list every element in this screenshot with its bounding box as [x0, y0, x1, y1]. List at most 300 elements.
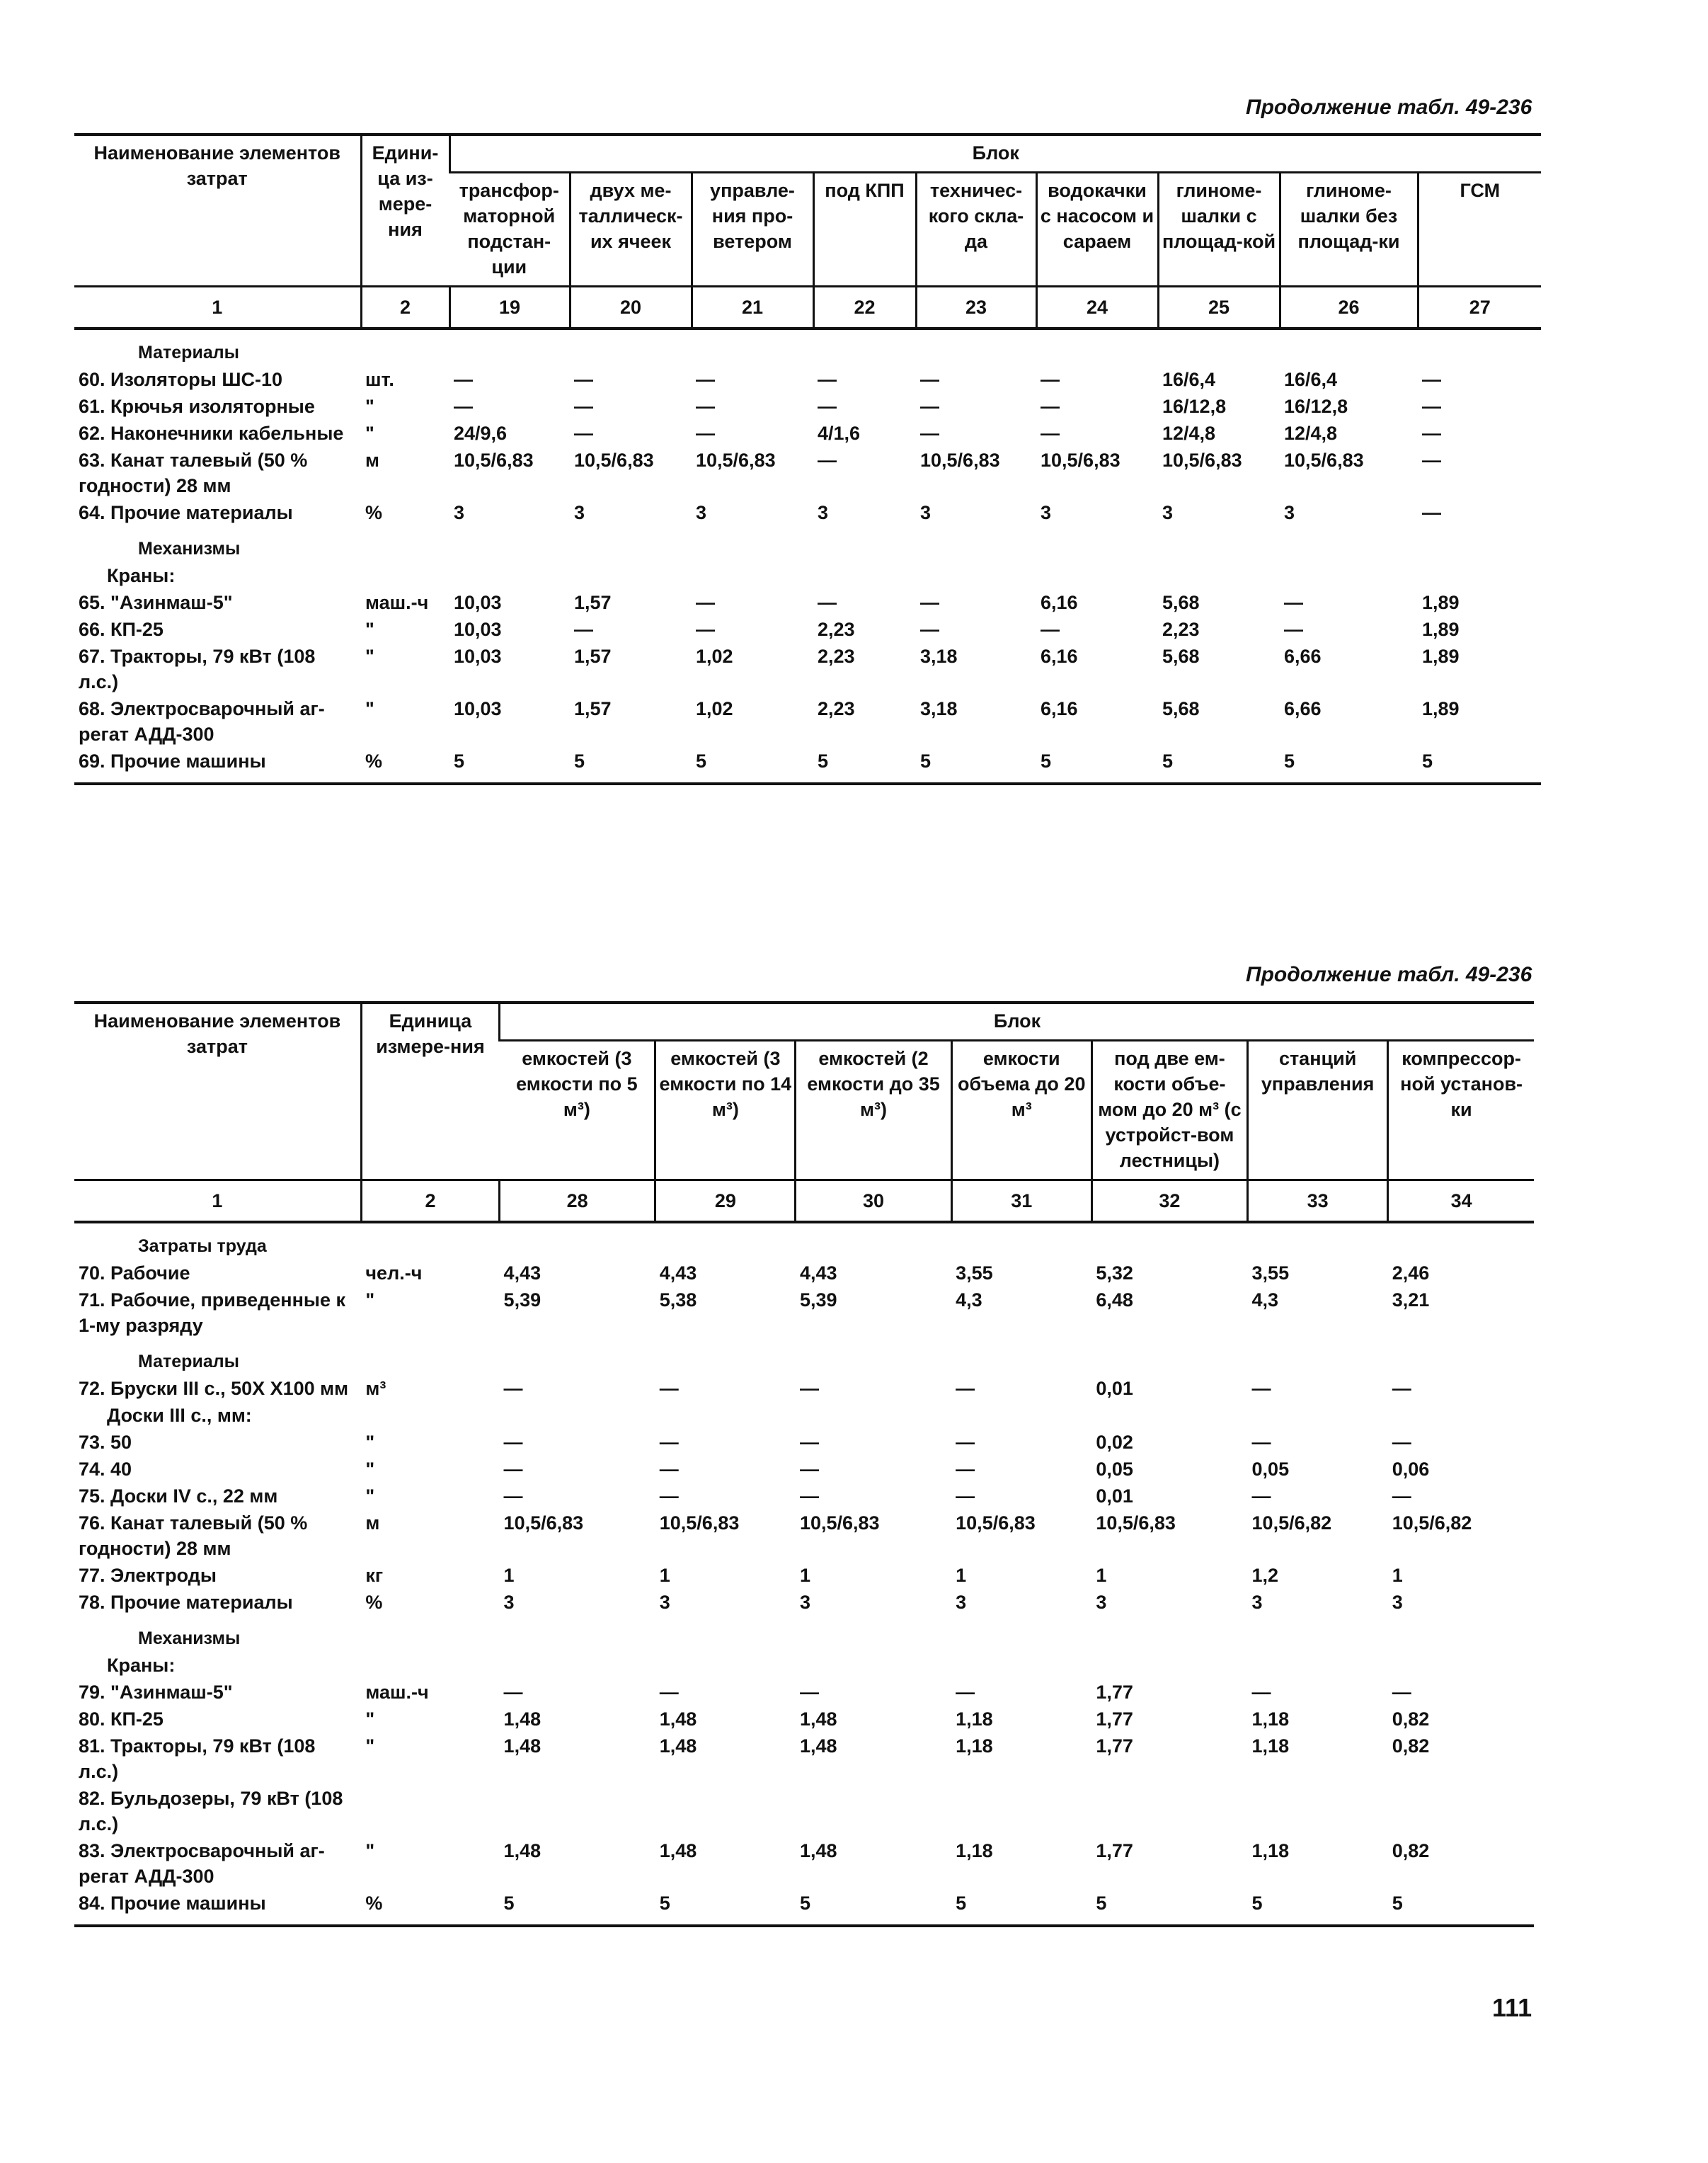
- item-value: 10,5/6,83: [574, 450, 654, 471]
- table-row: [74, 1616, 1534, 1652]
- item-unit: ": [365, 423, 374, 444]
- column-number: 25: [1158, 287, 1280, 329]
- section-heading: Затраты труда: [138, 1236, 267, 1256]
- item-value: [1388, 1785, 1534, 1837]
- item-value: 3: [696, 502, 707, 523]
- column-number: 32: [1091, 1180, 1247, 1223]
- item-value: 3: [503, 1592, 515, 1613]
- header-column: емкостей (2 емкости до 35 м³): [796, 1041, 951, 1180]
- item-value: 16/12,8: [1162, 396, 1227, 417]
- item-value: 0,82: [1392, 1840, 1430, 1861]
- table-row: [74, 1733, 1534, 1785]
- item-value: 1: [799, 1565, 810, 1586]
- item-value: [500, 1785, 655, 1837]
- item-value: 5: [1388, 1890, 1534, 1926]
- item-value: 1,89: [1422, 646, 1460, 667]
- item-value: —: [503, 1459, 523, 1480]
- item-value: 3: [818, 502, 829, 523]
- item-value: [655, 1785, 796, 1837]
- header-column: глиноме-шалки без площад-ки: [1280, 173, 1418, 287]
- item-name: 62. Наконечники кабельные: [79, 423, 344, 444]
- table1-caption: Продолжение табл. 49-236: [1246, 96, 1532, 119]
- item-value: —: [1284, 619, 1303, 640]
- item-value: 3: [1096, 1592, 1107, 1613]
- item-name: 65. "Азинмаш-5": [79, 592, 233, 613]
- table-row: [74, 1375, 1534, 1402]
- item-unit: ": [365, 1432, 375, 1453]
- item-unit: ": [365, 1289, 375, 1311]
- item-name: 63. Канат талевый (50 % годности) 28 мм: [79, 450, 308, 496]
- item-name: 69. Прочие машины: [74, 748, 361, 784]
- header-name: Наименование элементов затрат: [74, 1003, 361, 1180]
- item-value: 10,5/6,82: [1392, 1512, 1472, 1534]
- item-value: 10,03: [454, 646, 502, 667]
- header-column: двух ме-таллическ-их ячеек: [570, 173, 692, 287]
- item-value: 3: [1392, 1592, 1403, 1613]
- table-row: [74, 589, 1541, 616]
- item-value: —: [1041, 619, 1060, 640]
- item-value: 10,5/6,83: [1162, 450, 1242, 471]
- column-number: 19: [449, 287, 570, 329]
- item-value: 5,68: [1162, 698, 1200, 719]
- table-row: [74, 526, 1541, 562]
- item-unit: ": [365, 1708, 375, 1730]
- item-value: 5: [655, 1890, 796, 1926]
- item-name: 83. Электросварочный аг-регат АДД-300: [79, 1840, 325, 1887]
- item-value: —: [659, 1485, 679, 1507]
- item-value: —: [1422, 396, 1441, 417]
- table-row: [74, 499, 1541, 526]
- item-value: 3: [799, 1592, 810, 1613]
- item-unit: ": [365, 698, 374, 719]
- item-name: 70. Рабочие: [79, 1262, 190, 1284]
- item-unit: м: [365, 1512, 380, 1534]
- item-name: 82. Бульдозеры, 79 кВт (108 л.с.): [79, 1788, 343, 1834]
- header-column: трансфор-маторной подстан-ции: [459, 180, 559, 278]
- item-value: —: [799, 1378, 819, 1399]
- item-value: —: [1251, 1682, 1271, 1703]
- header-column: емкости объема до 20 м³: [951, 1041, 1091, 1180]
- table-row: [74, 1562, 1534, 1589]
- item-value: —: [503, 1485, 523, 1507]
- item-value: 12/4,8: [1162, 423, 1216, 444]
- page-number: 111: [1492, 1993, 1532, 2022]
- item-value: —: [1422, 502, 1441, 523]
- item-value: 10,5/6,83: [1284, 450, 1364, 471]
- item-value: 1,57: [574, 592, 612, 613]
- item-value: 10,5/6,83: [799, 1512, 880, 1534]
- item-value: —: [1392, 1682, 1411, 1703]
- header-column: глиноме-шалки с площад-кой: [1158, 173, 1280, 287]
- item-value: 5: [1036, 748, 1158, 784]
- column-number: 26: [1280, 287, 1418, 329]
- header-unit: Единица измере-ния: [361, 1003, 499, 1180]
- item-value: 6,66: [1284, 646, 1322, 667]
- header-column: под КПП: [813, 173, 916, 287]
- item-value: —: [1041, 369, 1060, 390]
- item-value: 1,48: [503, 1708, 541, 1730]
- cost-table-2: [74, 1001, 1534, 1927]
- item-value: —: [1422, 369, 1441, 390]
- table-row: [74, 1260, 1534, 1286]
- item-value: —: [799, 1485, 819, 1507]
- item-value: 1,18: [956, 1735, 993, 1757]
- table-row: [74, 616, 1541, 643]
- header-column: под две ем-кости объе-мом до 20 м³ (с устройст-вом лестницы): [1091, 1041, 1247, 1180]
- item-value: 1,18: [1251, 1840, 1290, 1861]
- item-value: 6,16: [1041, 592, 1078, 613]
- table-row: [74, 1679, 1534, 1706]
- item-unit: ": [365, 1840, 375, 1861]
- item-name: 77. Электроды: [79, 1565, 217, 1586]
- item-value: 3: [1284, 502, 1295, 523]
- item-value: 10,03: [454, 698, 502, 719]
- table-row: [74, 420, 1541, 447]
- item-value: —: [920, 592, 939, 613]
- item-unit: ": [365, 1485, 375, 1507]
- item-value: —: [920, 423, 939, 444]
- header-unit: Едини-ца из-мере-ния: [361, 135, 449, 287]
- item-value: 0,05: [1251, 1459, 1290, 1480]
- item-value: 5: [570, 748, 692, 784]
- item-value: —: [920, 396, 939, 417]
- table-row: [74, 1589, 1534, 1616]
- item-value: [1248, 1785, 1388, 1837]
- item-value: 3: [574, 502, 585, 523]
- item-value: —: [454, 396, 473, 417]
- item-value: 1,57: [574, 698, 612, 719]
- table-row: [74, 1339, 1534, 1375]
- table-row: [74, 562, 1541, 589]
- column-number: 1: [74, 287, 361, 329]
- column-number: 23: [916, 287, 1036, 329]
- item-value: —: [1041, 396, 1060, 417]
- item-value: 1,48: [659, 1735, 697, 1757]
- item-value: 5: [1091, 1890, 1247, 1926]
- item-value: 6,48: [1096, 1289, 1133, 1311]
- item-unit: %: [361, 748, 449, 784]
- item-value: 5: [449, 748, 570, 784]
- item-value: 16/12,8: [1284, 396, 1348, 417]
- header-column: компрессор-ной установ-ки: [1388, 1041, 1534, 1180]
- item-value: 5,39: [799, 1289, 837, 1311]
- item-unit: ": [365, 619, 374, 640]
- item-value: 1: [1392, 1565, 1403, 1586]
- item-value: 10,03: [454, 619, 502, 640]
- item-value: 4,3: [956, 1289, 982, 1311]
- column-number: 27: [1418, 287, 1541, 329]
- item-value: —: [659, 1378, 679, 1399]
- item-value: 1,48: [503, 1735, 541, 1757]
- item-value: 0,01: [1096, 1485, 1133, 1507]
- item-value: 10,5/6,83: [920, 450, 1000, 471]
- item-unit: кг: [365, 1565, 384, 1586]
- item-name: 75. Доски IV с., 22 мм: [79, 1485, 278, 1507]
- column-number: 2: [361, 287, 449, 329]
- item-value: 3,55: [956, 1262, 993, 1284]
- item-value: 2,46: [1392, 1262, 1430, 1284]
- item-value: 3,21: [1392, 1289, 1430, 1311]
- column-number: 21: [692, 287, 813, 329]
- table-row: [74, 748, 1541, 784]
- item-value: 0,82: [1392, 1735, 1430, 1757]
- item-value: 3: [1041, 502, 1052, 523]
- item-value: —: [659, 1682, 679, 1703]
- header-block: Блок: [500, 1003, 1534, 1041]
- item-value: 4,43: [799, 1262, 837, 1284]
- table-row: [74, 447, 1541, 499]
- item-value: 0,05: [1096, 1459, 1133, 1480]
- section-heading: Материалы: [138, 343, 239, 363]
- item-name: 64. Прочие материалы: [79, 502, 293, 523]
- item-unit: маш.-ч: [365, 1682, 429, 1703]
- item-name: 84. Прочие машины: [74, 1890, 361, 1926]
- item-value: —: [659, 1459, 679, 1480]
- item-value: 10,5/6,83: [956, 1512, 1036, 1534]
- item-value: 3,55: [1251, 1262, 1290, 1284]
- item-value: 3: [659, 1592, 670, 1613]
- group-label: Доски III с., мм:: [107, 1405, 252, 1426]
- item-value: 5: [500, 1890, 655, 1926]
- item-value: 0,01: [1096, 1378, 1133, 1399]
- header-column: водокачки с насосом и сараем: [1036, 173, 1158, 287]
- item-unit: %: [365, 502, 383, 523]
- item-value: 1,57: [574, 646, 612, 667]
- table-row: [74, 1837, 1534, 1890]
- item-value: 1,89: [1422, 619, 1460, 640]
- item-value: [1091, 1785, 1247, 1837]
- item-value: 3,18: [920, 698, 958, 719]
- item-value: 1,18: [1251, 1735, 1290, 1757]
- item-value: —: [799, 1432, 819, 1453]
- item-value: 5: [1248, 1890, 1388, 1926]
- item-value: —: [503, 1682, 523, 1703]
- item-value: —: [818, 369, 837, 390]
- item-value: 5: [1280, 748, 1418, 784]
- item-value: —: [696, 396, 715, 417]
- item-value: 5: [1418, 748, 1541, 784]
- item-value: 1,2: [1251, 1565, 1279, 1586]
- item-value: 1,77: [1096, 1708, 1133, 1730]
- item-value: 4,3: [1251, 1289, 1279, 1311]
- item-value: 6,66: [1284, 698, 1322, 719]
- table-row: [74, 1509, 1534, 1562]
- header-column: станций управления: [1248, 1041, 1388, 1180]
- item-value: —: [574, 423, 593, 444]
- item-value: —: [696, 619, 715, 640]
- item-unit: м³: [365, 1378, 386, 1399]
- item-name: 60. Изоляторы ШС-10: [79, 369, 282, 390]
- item-unit: %: [365, 1592, 383, 1613]
- column-number: 31: [951, 1180, 1091, 1223]
- item-name: 68. Электросварочный аг-регат АДД-300: [79, 698, 325, 745]
- item-value: 2,23: [818, 698, 855, 719]
- item-value: —: [1251, 1378, 1271, 1399]
- item-value: —: [920, 369, 939, 390]
- item-value: 4,43: [659, 1262, 697, 1284]
- item-value: 3: [956, 1592, 967, 1613]
- item-name: 74. 40: [79, 1459, 132, 1480]
- item-value: 6,16: [1041, 698, 1078, 719]
- item-value: —: [574, 619, 593, 640]
- item-value: 1,48: [659, 1840, 697, 1861]
- item-value: 10,03: [454, 592, 502, 613]
- item-value: 1,18: [1251, 1708, 1290, 1730]
- item-value: 1,02: [696, 646, 733, 667]
- item-value: 3: [454, 502, 465, 523]
- item-value: 1,89: [1422, 592, 1460, 613]
- header-column: емкостей (3 емкости по 14 м³): [655, 1041, 796, 1180]
- item-value: 1,48: [799, 1708, 837, 1730]
- table-row: [74, 1652, 1534, 1679]
- item-value: 0,02: [1096, 1432, 1133, 1453]
- item-value: —: [1422, 450, 1441, 471]
- item-value: 3: [1162, 502, 1174, 523]
- item-value: —: [503, 1378, 523, 1399]
- column-number: 33: [1248, 1180, 1388, 1223]
- item-value: —: [799, 1459, 819, 1480]
- table-row: [74, 1785, 1534, 1837]
- item-value: —: [956, 1682, 975, 1703]
- item-value: 3,18: [920, 646, 958, 667]
- table-row: [74, 329, 1541, 366]
- item-value: 10,5/6,82: [1251, 1512, 1332, 1534]
- item-value: —: [1422, 423, 1441, 444]
- column-number: 1: [74, 1180, 361, 1223]
- item-value: 12/4,8: [1284, 423, 1338, 444]
- item-value: —: [696, 423, 715, 444]
- item-unit: ": [365, 1735, 375, 1757]
- table-row: [74, 1890, 1534, 1926]
- item-value: —: [1392, 1432, 1411, 1453]
- item-name: 76. Канат талевый (50 % годности) 28 мм: [79, 1512, 308, 1559]
- table-row: [74, 695, 1541, 748]
- item-value: 5: [813, 748, 916, 784]
- item-value: 0,06: [1392, 1459, 1430, 1480]
- item-unit: ": [365, 1459, 375, 1480]
- item-value: —: [818, 450, 837, 471]
- table-row: [74, 1402, 1534, 1429]
- item-value: —: [1284, 592, 1303, 613]
- table-row: [74, 1222, 1534, 1260]
- item-value: 10,5/6,83: [503, 1512, 584, 1534]
- section-heading: Механизмы: [138, 1628, 241, 1648]
- item-value: 1,77: [1096, 1840, 1133, 1861]
- item-unit: ": [365, 396, 374, 417]
- item-value: 1: [659, 1565, 670, 1586]
- item-value: —: [818, 396, 837, 417]
- table2-caption: Продолжение табл. 49-236: [1246, 963, 1532, 986]
- column-number: 24: [1036, 287, 1158, 329]
- column-number: 2: [361, 1180, 499, 1223]
- item-value: 1: [1096, 1565, 1107, 1586]
- item-value: —: [956, 1485, 975, 1507]
- item-value: 1,48: [659, 1708, 697, 1730]
- item-value: 5: [951, 1890, 1091, 1926]
- item-value: [951, 1785, 1091, 1837]
- item-value: —: [696, 369, 715, 390]
- table-row: [74, 1483, 1534, 1509]
- item-value: 1: [503, 1565, 515, 1586]
- item-value: —: [920, 619, 939, 640]
- item-value: 5,38: [659, 1289, 697, 1311]
- item-unit: м: [365, 450, 379, 471]
- item-value: 5: [916, 748, 1036, 784]
- item-value: —: [956, 1378, 975, 1399]
- table-row: [74, 1706, 1534, 1733]
- header-column: ГСМ: [1418, 173, 1541, 287]
- header-block: Блок: [449, 135, 1541, 173]
- item-name: 78. Прочие материалы: [79, 1592, 293, 1613]
- item-value: 5: [796, 1890, 951, 1926]
- item-name: 61. Крючья изоляторные: [79, 396, 315, 417]
- group-label: Краны:: [107, 1655, 176, 1676]
- item-unit: ": [365, 646, 374, 667]
- item-value: 6,16: [1041, 646, 1078, 667]
- item-value: 1,18: [956, 1840, 993, 1861]
- table-row: [74, 1456, 1534, 1483]
- column-number: 20: [570, 287, 692, 329]
- item-value: 1,02: [696, 698, 733, 719]
- item-value: —: [659, 1432, 679, 1453]
- item-value: —: [503, 1432, 523, 1453]
- item-value: 1,77: [1096, 1682, 1133, 1703]
- item-value: 3: [1251, 1592, 1263, 1613]
- item-value: 16/6,4: [1162, 369, 1216, 390]
- item-value: 2,23: [1162, 619, 1200, 640]
- item-value: 0,82: [1392, 1708, 1430, 1730]
- item-value: 1,48: [799, 1840, 837, 1861]
- column-number: 28: [500, 1180, 655, 1223]
- table-row: [74, 1286, 1534, 1339]
- item-value: 5: [1158, 748, 1280, 784]
- item-value: —: [956, 1432, 975, 1453]
- item-value: 16/6,4: [1284, 369, 1338, 390]
- item-unit: %: [361, 1890, 499, 1926]
- item-value: 10,5/6,83: [659, 1512, 740, 1534]
- item-value: —: [818, 592, 837, 613]
- item-value: 1,77: [1096, 1735, 1133, 1757]
- item-value: —: [574, 369, 593, 390]
- item-name: 66. КП-25: [79, 619, 164, 640]
- item-unit: шт.: [365, 369, 394, 390]
- item-value: 10,5/6,83: [696, 450, 776, 471]
- item-name: 79. "Азинмаш-5": [79, 1682, 233, 1703]
- item-name: 72. Бруски III с., 50X X100 мм: [79, 1378, 349, 1399]
- item-value: 5,39: [503, 1289, 541, 1311]
- table-row: [74, 366, 1541, 393]
- item-value: 10,5/6,83: [454, 450, 534, 471]
- item-value: 24/9,6: [454, 423, 508, 444]
- item-value: 2,23: [818, 619, 855, 640]
- group-label: Краны:: [107, 565, 176, 586]
- item-value: 5: [692, 748, 813, 784]
- section-heading: Материалы: [138, 1352, 239, 1371]
- cost-table-1: [74, 133, 1541, 785]
- item-value: —: [956, 1459, 975, 1480]
- item-value: 5,68: [1162, 592, 1200, 613]
- item-value: 1,18: [956, 1708, 993, 1730]
- item-value: —: [454, 369, 473, 390]
- item-unit: чел.-ч: [365, 1262, 423, 1284]
- item-name: 73. 50: [79, 1432, 132, 1453]
- section-heading: Механизмы: [138, 539, 241, 559]
- item-value: 2,23: [818, 646, 855, 667]
- item-value: 1: [956, 1565, 967, 1586]
- item-value: —: [1392, 1378, 1411, 1399]
- item-value: 4/1,6: [818, 423, 861, 444]
- column-number: 34: [1388, 1180, 1534, 1223]
